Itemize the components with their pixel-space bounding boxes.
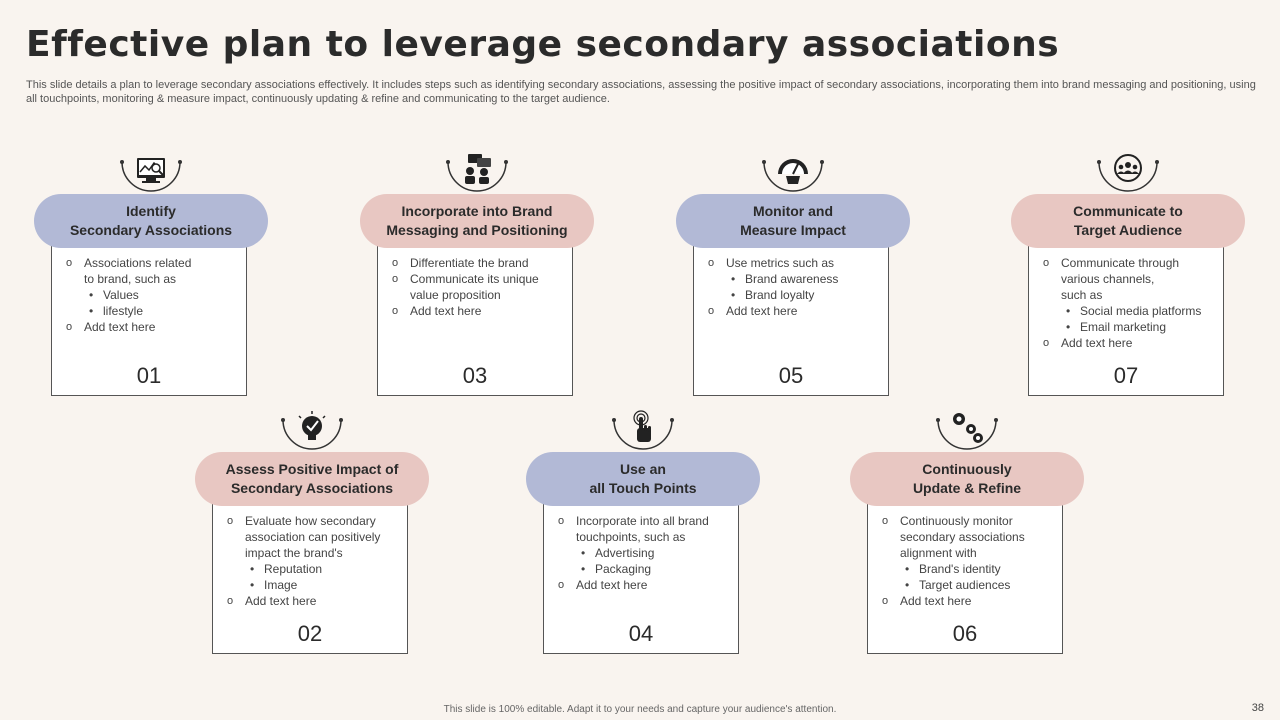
step-title-line2: all Touch Points xyxy=(589,480,697,496)
list-item: • Advertising xyxy=(558,545,730,561)
list-item: • Values xyxy=(66,287,238,303)
list-item: • Reputation xyxy=(227,561,399,577)
step-06 xyxy=(850,408,1084,646)
step-card xyxy=(867,496,1063,654)
step-07 xyxy=(1011,150,1245,388)
step-bullet-list xyxy=(227,513,399,609)
list-item: • Social media platforms xyxy=(1043,303,1215,319)
step-title-line1: Monitor and xyxy=(752,203,834,219)
step-title-pill xyxy=(850,452,1084,506)
step-title-line1: Continuously xyxy=(922,461,1012,477)
step-bullet-list xyxy=(708,255,880,319)
list-item: o Add text here xyxy=(227,593,399,609)
step-card xyxy=(693,238,889,396)
list-item: • Email marketing xyxy=(1043,319,1215,335)
list-item: o Incorporate into all brand xyxy=(558,513,730,529)
list-item: o Add text here xyxy=(66,319,238,335)
step-card xyxy=(212,496,408,654)
page-description: This slide details a plan to leverage secondary associations effectively. It includes steps such as identifying secondary associations, assessing the positive impact of secondary associations, incorporating them into brand messaging and positioning, using all touchpoints, monitoring & measure impact, continuously updating & refine and communicating to the target audience. xyxy=(26,79,1256,105)
lightbulb-check-icon xyxy=(279,408,345,458)
step-title-line1: Identify xyxy=(126,203,176,219)
gears-icon xyxy=(934,408,1000,458)
step-title-line1: Assess Positive Impact of xyxy=(225,461,399,477)
list-item: o Communicate through xyxy=(1043,255,1215,271)
step-title-line2: Update & Refine xyxy=(912,480,1022,496)
page-title: Effective plan to leverage secondary associations xyxy=(26,24,1060,65)
step-02 xyxy=(195,408,429,646)
list-item: o Use metrics such as xyxy=(708,255,880,271)
step-bullet-list xyxy=(882,513,1054,609)
list-item: • Brand awareness xyxy=(708,271,880,287)
list-item: o Associations related xyxy=(66,255,238,271)
step-bullet-list xyxy=(1043,255,1215,351)
list-item: to brand, such as xyxy=(84,272,177,286)
step-card xyxy=(1028,238,1224,396)
list-item: • Brand's identity xyxy=(882,561,1054,577)
step-title-line2: Messaging and Positioning xyxy=(386,222,568,238)
list-item: secondary associations xyxy=(900,530,1025,544)
list-item: o Evaluate how secondary xyxy=(227,513,399,529)
step-03 xyxy=(360,150,594,388)
step-05 xyxy=(676,150,910,388)
list-item: association can positively xyxy=(245,530,381,544)
step-title-line2: Secondary Associations xyxy=(230,480,394,496)
step-title-pill xyxy=(34,194,268,248)
list-item: o Continuously monitor xyxy=(882,513,1054,529)
step-title-line1: Incorporate into Brand xyxy=(401,203,553,219)
step-title-pill xyxy=(360,194,594,248)
step-title-pill xyxy=(1011,194,1245,248)
step-title-line2: Measure Impact xyxy=(740,222,846,238)
list-item: • Brand loyalty xyxy=(708,287,880,303)
list-item: o Add text here xyxy=(558,577,730,593)
step-title-line1: Communicate to xyxy=(1073,203,1183,219)
step-bullet-list xyxy=(392,255,564,319)
footer-note: This slide is 100% editable. Adapt it to your needs and capture your audience's attention. xyxy=(443,704,837,715)
step-bullet-list xyxy=(558,513,730,593)
step-number: 05 xyxy=(778,363,804,388)
step-number: 02 xyxy=(297,621,323,646)
step-number: 01 xyxy=(136,363,162,388)
audience-group-icon xyxy=(1095,150,1161,200)
step-title-pill xyxy=(526,452,760,506)
list-item: various channels, xyxy=(1061,272,1155,286)
step-number: 07 xyxy=(1113,363,1139,388)
list-item: • lifestyle xyxy=(66,303,238,319)
list-item: value proposition xyxy=(410,288,501,302)
list-item: • Target audiences xyxy=(882,577,1054,593)
team-chat-icon xyxy=(444,150,510,200)
step-title-line1: Use an xyxy=(620,461,666,477)
step-number: 03 xyxy=(462,363,488,388)
list-item: o Add text here xyxy=(1043,335,1215,351)
step-title-pill xyxy=(195,452,429,506)
monitor-analytics-icon xyxy=(118,150,184,200)
speedometer-icon xyxy=(760,150,826,200)
page-number: 38 xyxy=(1251,702,1264,714)
step-01 xyxy=(34,150,268,388)
list-item: • Packaging xyxy=(558,561,730,577)
list-item: • Image xyxy=(227,577,399,593)
step-04 xyxy=(526,408,760,646)
list-item: alignment with xyxy=(900,546,977,560)
step-number: 04 xyxy=(628,621,654,646)
step-card xyxy=(377,238,573,396)
step-card xyxy=(51,238,247,396)
step-title-line2: Secondary Associations xyxy=(69,222,233,238)
list-item: o Differentiate the brand xyxy=(392,255,564,271)
step-number: 06 xyxy=(952,621,978,646)
step-title-line2: Target Audience xyxy=(1073,222,1183,238)
list-item: o Communicate its unique xyxy=(392,271,564,287)
list-item: impact the brand's xyxy=(245,546,343,560)
list-item: o Add text here xyxy=(392,303,564,319)
step-card xyxy=(543,496,739,654)
list-item: o Add text here xyxy=(708,303,880,319)
list-item: o Add text here xyxy=(882,593,1054,609)
step-bullet-list xyxy=(66,255,238,335)
step-title-pill xyxy=(676,194,910,248)
list-item: such as xyxy=(1061,288,1103,302)
touch-pointer-icon xyxy=(610,408,676,458)
list-item: touchpoints, such as xyxy=(576,530,686,544)
